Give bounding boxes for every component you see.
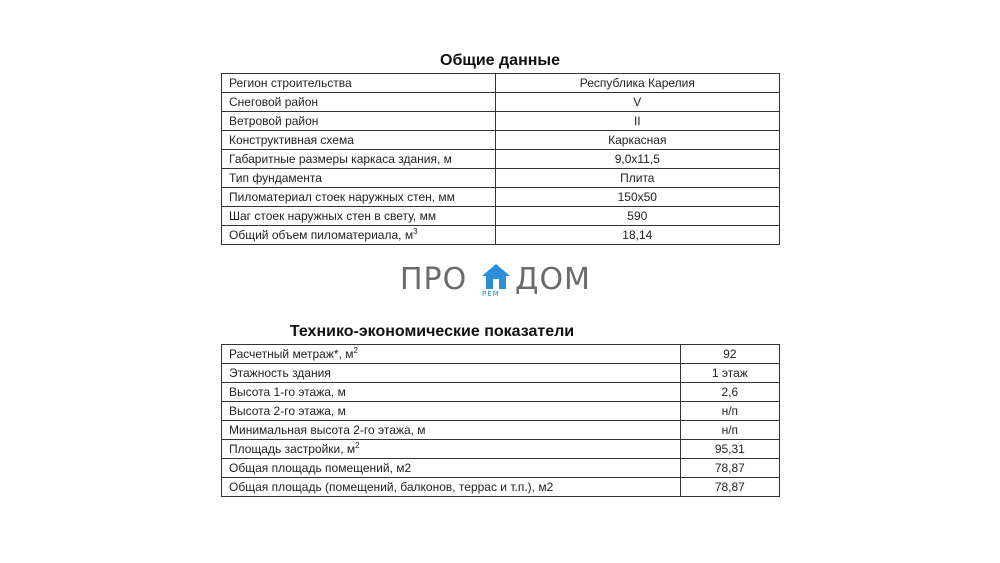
row-label: Высота 2-го этажа, м — [222, 402, 681, 421]
table-row — [222, 169, 780, 188]
row-value: Каркасная — [495, 131, 779, 150]
row-label: Общая площадь (помещений, балконов, террас и т.п.), м2 — [222, 478, 681, 497]
row-value: Плита — [495, 169, 779, 188]
unit-superscript: 3 — [413, 227, 418, 236]
row-value: 18,14 — [495, 226, 779, 245]
table-row — [222, 440, 780, 459]
general-data-table — [221, 73, 780, 245]
row-value: II — [495, 112, 779, 131]
row-value: Республика Карелия — [495, 74, 779, 93]
table-row — [222, 459, 780, 478]
table-row — [222, 131, 780, 150]
table-row — [222, 364, 780, 383]
logo-subtext: РЕМ — [482, 290, 500, 298]
row-label: Этажность здания — [222, 364, 681, 383]
table-row — [222, 383, 780, 402]
row-label: Минимальная высота 2-го этажа, м — [222, 421, 681, 440]
table-row — [222, 421, 780, 440]
row-value: 92 — [680, 345, 779, 364]
row-label: Ветровой район — [222, 112, 496, 131]
logo-text-right: ДОМ — [515, 262, 591, 297]
row-label-text: Расчетный метраж*, м — [229, 347, 354, 361]
row-value: 78,87 — [680, 459, 779, 478]
row-label: Общая площадь помещений, м2 — [222, 459, 681, 478]
row-value: 2,6 — [680, 383, 779, 402]
logo-text-left: ПРО — [400, 262, 468, 297]
row-value: 590 — [495, 207, 779, 226]
general-data-title: Общие данные — [440, 52, 560, 69]
row-value: 150х50 — [495, 188, 779, 207]
row-label: Снеговой район — [222, 93, 496, 112]
row-value: н/п — [680, 402, 779, 421]
technical-indicators-table — [221, 344, 780, 497]
row-label: Конструктивная схема — [222, 131, 496, 150]
technical-indicators-title: Технико-экономические показатели — [289, 323, 575, 340]
row-value: 9,0х11,5 — [495, 150, 779, 169]
row-label — [222, 440, 681, 459]
unit-superscript: 2 — [353, 346, 358, 355]
row-value: н/п — [680, 421, 779, 440]
prodom-logo — [400, 262, 600, 302]
table-row — [222, 93, 780, 112]
table-row — [222, 345, 780, 364]
unit-superscript: 2 — [355, 441, 360, 450]
row-label-text: Площадь застройки, м — [229, 442, 356, 456]
row-label: Пиломатериал стоек наружных стен, мм — [222, 188, 496, 207]
table-row — [222, 112, 780, 131]
table-row — [222, 226, 780, 245]
row-label — [222, 226, 496, 245]
row-value: V — [495, 93, 779, 112]
table-row — [222, 188, 780, 207]
table-row — [222, 402, 780, 421]
row-label: Тип фундамента — [222, 169, 496, 188]
table-row — [222, 150, 780, 169]
table-row — [222, 207, 780, 226]
row-label: Высота 1-го этажа, м — [222, 383, 681, 402]
table-row — [222, 478, 780, 497]
row-value: 78,87 — [680, 478, 779, 497]
row-value: 95,31 — [680, 440, 779, 459]
house-icon — [480, 262, 512, 292]
row-label: Шаг стоек наружных стен в свету, мм — [222, 207, 496, 226]
row-label — [222, 345, 681, 364]
row-label: Регион строительства — [222, 74, 496, 93]
row-label-text: Общий объем пиломатериала, м — [229, 228, 414, 242]
row-value: 1 этаж — [680, 364, 779, 383]
row-label: Габаритные размеры каркаса здания, м — [222, 150, 496, 169]
table-row — [222, 74, 780, 93]
